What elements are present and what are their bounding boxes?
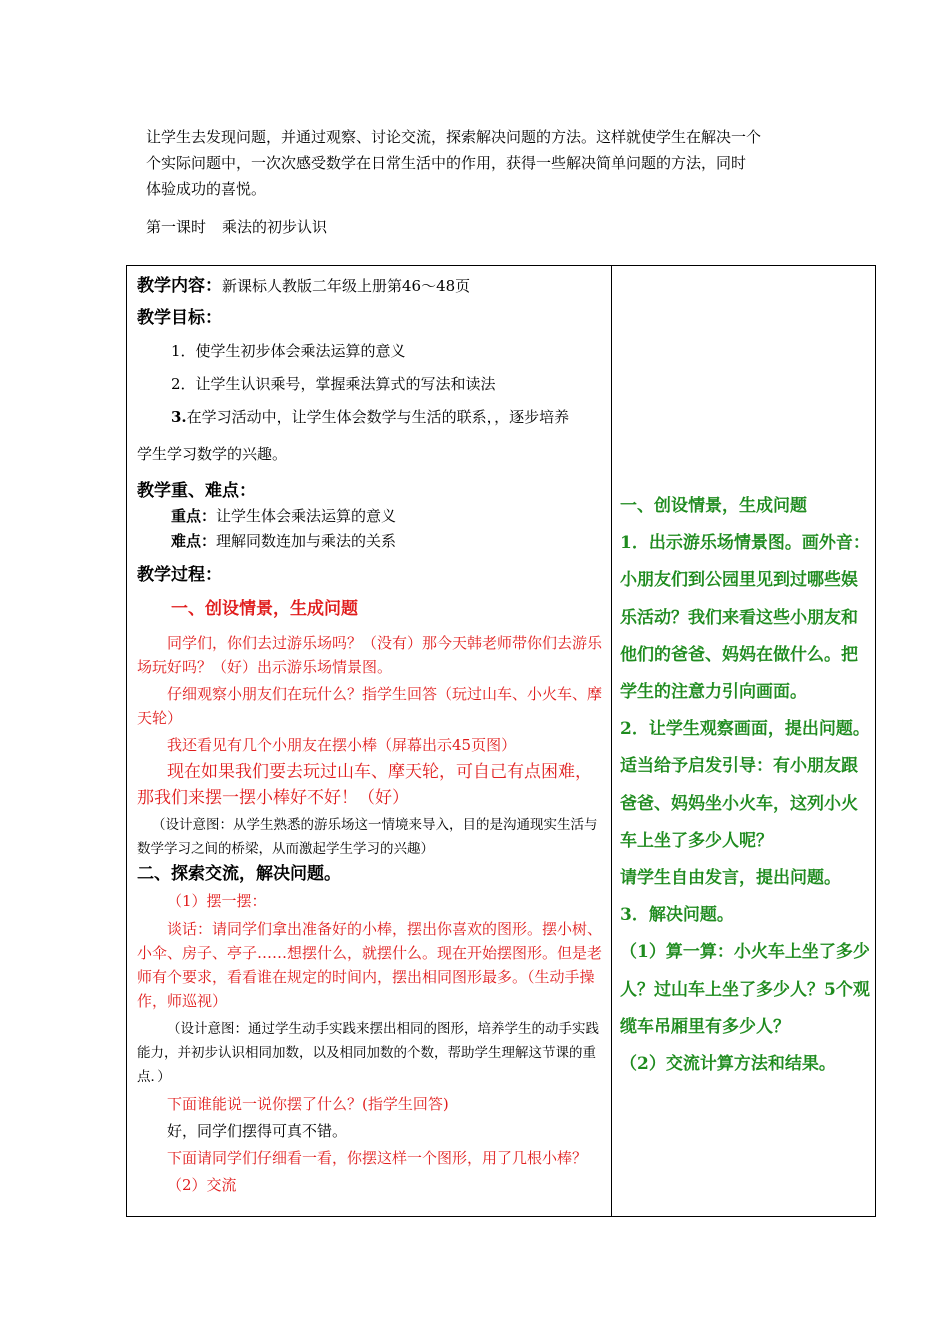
intro-line: 个实际问题中，一次次感受数学在日常生活中的作用，获得一些解决简单问题的方法，同时 [146,154,747,172]
paragraph-7: 好，同学们摆得可真不错。 [167,1122,348,1140]
goal-1: 1．使学生初步体会乘法运算的意义 [171,342,406,360]
intro-line: 让学生去发现问题，并通过观察、讨论交流，探索解决问题的方法。这样就使学生在解决一个 [146,128,762,146]
step-1-label: （1）摆一摆： [167,892,267,910]
right-column [620,488,870,1083]
right-prompt: 请学生自由发言，提出问题。 [620,868,841,889]
design-note-2: （设计意图：通过学生动手实践来摆出相同的图形，培养学生的动手实践能力，并初步认识相同加数，以及相同加数的个数，帮助学生理解这节课的重点．） [137,1021,599,1085]
paragraph-8: 下面请同学们仔细看一看，你摆这样一个图形，用了几根小棒？ [167,1149,588,1167]
paragraph-5: 谈话：请同学们拿出准备好的小棒，摆出你喜欢的图形。摆小树、小伞、房子、亭子……想摆什么，就摆什么。现在开始摆图形。但是老师有个要求，看看谁在规定的时间内，摆出相同图形最多。（生动手操作，师巡视） [137,920,603,1010]
section-2-title: 二、探索交流，解决问题。 [137,864,341,884]
right-step-3: 3．解决问题。 [620,905,734,926]
left-column [137,272,603,1197]
intro-line: 体验成功的喜悦。 [146,180,267,198]
goal-3-cont: 学生学习数学的兴趣。 [137,445,288,463]
goals-label: 教学目标： [137,308,222,328]
right-section-title: 一、创设情景，生成问题 [620,496,807,516]
right-calc: （1）算一算：小火车上坐了多少人？过山车上坐了多少人？5个观缆车吊厢里有多少人？ [620,942,870,1037]
section-1-title: 一、创设情景，生成问题 [171,599,358,619]
key-label: 教学重、难点： [137,481,256,501]
paragraph-6: 下面谁能说一说你摆了什么？(指学生回答) [167,1095,449,1113]
column-divider [611,266,612,1216]
step-2-label: （2）交流 [167,1176,237,1194]
difficult-label: 难点： [171,532,217,550]
intro-paragraph [146,124,816,202]
goal-2: 2．让学生认识乘号，掌握乘法算式的写法和读法 [171,375,496,393]
lesson-period: 第一课时 [146,218,207,236]
paragraph-1: 同学们，你们去过游乐场吗？（没有）那今天韩老师带你们去游乐场玩好吗？（好）出示游乐场情景图。 [137,634,603,676]
difficult-point: 理解同数连加与乘法的关系 [216,532,397,550]
content-value: 新课标人教版二年级上册第46～48页 [222,277,471,295]
design-note-1: （设计意图：从学生熟悉的游乐场这一情境来导入，目的是沟通现实生活与数学学习之间的桥梁，从而激起学生学习的兴趣） [137,817,598,857]
paragraph-3: 我还看见有几个小朋友在摆小棒（屏幕出示45页图） [167,736,517,754]
lesson-title: 乘法的初步认识 [222,218,328,236]
paragraph-2: 仔细观察小朋友们在玩什么？指学生回答（玩过山车、小火车、摩天轮） [137,685,603,727]
goal-3-text: 在学习活动中，让学生体会数学与生活的联系，，逐步培养 [186,408,570,426]
right-step-1: 1．出示游乐场情景图。画外音：小朋友们到公园里见到过哪些娱乐活动？我们来看这些小朋友和他们的爸爸、妈妈在做什么。把学生的注意力引向画面。 [620,533,870,703]
key-point: 让学生体会乘法运算的意义 [216,507,397,525]
right-exchange: （2）交流计算方法和结果。 [620,1054,836,1075]
process-label: 教学过程： [137,565,222,585]
lesson-table [126,265,876,1217]
goal-3 [137,401,603,434]
paragraph-4: 现在如果我们要去玩过山车、摩天轮，可自己有点困难，那我们来摆一摆小棒好不好！（好） [137,762,592,808]
right-guidance: 适当给予启发引导：有小朋友跟爸爸、妈妈坐小火车，这列小火车上坐了多少人呢？ [620,756,858,851]
right-step-2: 2．让学生观察画面，提出问题。 [620,719,870,740]
key-point-label: 重点： [171,507,217,525]
lesson-heading [146,216,327,237]
goal-3-number: 3. [171,408,187,426]
content-label: 教学内容： [137,276,222,296]
